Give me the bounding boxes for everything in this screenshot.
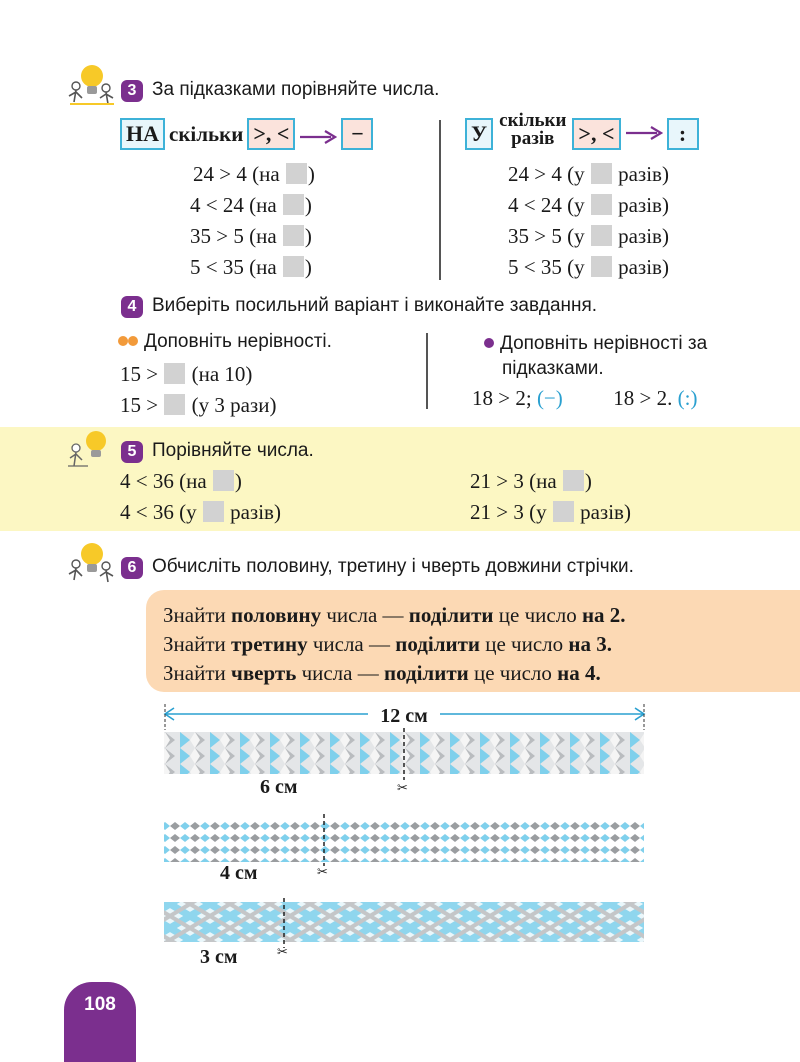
expression: 4 < 36 (у: [120, 500, 197, 524]
task-6-number: 6: [121, 557, 143, 579]
task-5-row: [120, 500, 281, 525]
task-3-number: 3: [121, 80, 143, 102]
task-5-row: [470, 500, 631, 525]
arrow-right-icon: [299, 130, 337, 144]
arrow-right-icon: [625, 126, 663, 140]
rule-bold: на 2.: [581, 603, 626, 627]
rule-bold: поділити: [395, 632, 480, 656]
close-paren: ): [304, 255, 312, 279]
expression: 4 < 36 (на: [120, 469, 207, 493]
scissors-icon: ✂: [397, 781, 408, 796]
expression: 15 >: [120, 362, 159, 386]
rule-bold: на 3.: [568, 632, 613, 656]
ribbon-3: [164, 902, 644, 942]
tail: ): [584, 469, 592, 493]
answer-box[interactable]: [164, 394, 185, 415]
rule-bold: поділити: [383, 661, 469, 685]
na-box: НА: [120, 118, 165, 150]
skilky-word: скільки: [499, 110, 567, 131]
rule-text: це число: [480, 632, 569, 656]
task-4-left-title: [118, 331, 332, 353]
task-4-left-row: [120, 362, 252, 387]
expression: 5 < 35 (у: [508, 255, 585, 279]
two-dots-icon: [118, 336, 128, 346]
expression: 35 > 5 (на: [190, 224, 277, 248]
answer-box[interactable]: [591, 256, 612, 277]
ribbon-2-label: 4 см: [220, 862, 258, 884]
answer-box[interactable]: [283, 256, 304, 277]
hint: (у 3 рази): [191, 393, 277, 417]
task-3-right-row: [508, 224, 669, 249]
page-number: 108: [84, 994, 116, 1015]
task-4-number: 4: [121, 296, 143, 318]
raziv-word: разів: [511, 128, 555, 149]
task-3-left-row: [190, 255, 312, 280]
right-instruction-line-1: Доповніть нерівності за: [500, 333, 708, 354]
expression: 4 < 24 (на: [190, 193, 277, 217]
raziv-tail: разів): [618, 224, 669, 248]
answer-box[interactable]: [591, 225, 612, 246]
divide-box: :: [667, 118, 699, 150]
rule-bold: половину: [230, 603, 322, 627]
one-dot-icon: [484, 338, 494, 348]
answer-box[interactable]: [213, 470, 234, 491]
compare-signs-box: >, <: [247, 118, 295, 150]
task-5-title: Порівняйте числа.: [152, 440, 314, 461]
answer-box[interactable]: [283, 225, 304, 246]
rule-text: це число: [468, 661, 558, 685]
minus-box: −: [341, 118, 373, 150]
task-4-title: Виберіть посильний варіант і виконайте завдання.: [152, 295, 598, 316]
answer-box[interactable]: [553, 501, 574, 522]
right-instruction-line-2: підказками.: [502, 358, 604, 379]
answer-box[interactable]: [591, 194, 612, 215]
minus-hint: (−): [536, 386, 563, 410]
rule-text: числа —: [321, 603, 409, 627]
expression: 35 > 5 (у: [508, 224, 585, 248]
expression: 15 >: [120, 393, 159, 417]
answer-box[interactable]: [286, 163, 307, 184]
task-3-right-row: [508, 162, 669, 187]
ribbons-illustration: [150, 700, 660, 970]
scissors-icon: ✂: [277, 945, 288, 960]
answer-box[interactable]: [203, 501, 224, 522]
answer-box[interactable]: [283, 194, 304, 215]
task-4-left-row: [120, 393, 276, 418]
task-4-right-examples: [472, 386, 697, 411]
task-5-row: [120, 469, 242, 494]
rule-text: Знайти: [163, 661, 231, 685]
rule-text: числа —: [296, 661, 384, 685]
ribbon-2: [164, 818, 644, 862]
skilky-label: скільки: [169, 122, 244, 146]
raziv-tail: разів): [618, 162, 669, 186]
example-1: 18 > 2;: [472, 386, 532, 410]
rule-line: [163, 601, 626, 629]
answer-box[interactable]: [591, 163, 612, 184]
task-3-right-row: [508, 255, 669, 280]
task-3-left-row: [190, 224, 312, 249]
idea-bulb-icon: [62, 62, 118, 106]
example-2: 18 > 2.: [613, 386, 673, 410]
task-3-right-header: [465, 112, 699, 150]
raziv-tail: разів): [618, 255, 669, 279]
tail: разів): [580, 500, 631, 524]
answer-box[interactable]: [563, 470, 584, 491]
task-6-title: Обчисліть половину, третину і чверть довжини стрічки.: [152, 556, 634, 577]
idea-bulb-icon: [62, 540, 118, 584]
divide-hint: (:): [677, 386, 698, 410]
scissors-icon: ✂: [317, 865, 328, 880]
rule-text: числа —: [307, 632, 396, 656]
close-paren: ): [307, 162, 315, 186]
task-5-row: [470, 469, 592, 494]
raziv-tail: разів): [618, 193, 669, 217]
rule-bold: чверть: [230, 661, 297, 685]
task-3-divider: [439, 120, 441, 280]
task-5-number: 5: [121, 441, 143, 463]
rule-text: Знайти: [163, 632, 231, 656]
compare-signs-box-right: >, <: [572, 118, 620, 150]
task-4-right-title: [484, 331, 707, 381]
task-3-right-row: [508, 193, 669, 218]
expression: 21 > 3 (на: [470, 469, 557, 493]
tail: ): [234, 469, 242, 493]
total-length-label: 12 см: [380, 705, 428, 727]
expression: 24 > 4 (у: [508, 162, 585, 186]
ribbon-3-label: 3 см: [200, 946, 238, 968]
hint: (на 10): [191, 362, 253, 386]
close-paren: ): [304, 224, 312, 248]
task-4-divider: [426, 333, 428, 409]
answer-box[interactable]: [164, 363, 185, 384]
task-3-left-row: [193, 162, 315, 187]
rule-bold: поділити: [408, 603, 494, 627]
close-paren: ): [304, 193, 312, 217]
task-3-left-row: [190, 193, 312, 218]
u-box: У: [465, 118, 493, 150]
idea-bulb-icon: [64, 428, 118, 470]
rule-text: це число: [493, 603, 582, 627]
two-dots-icon-2: [128, 336, 138, 346]
expression: 21 > 3 (у: [470, 500, 547, 524]
rule-bold: третину: [230, 632, 308, 656]
left-instruction: Доповніть нерівності.: [144, 331, 332, 352]
task-3-left-header: [120, 118, 373, 150]
skilky-raziv-label: [499, 112, 566, 148]
expression: 4 < 24 (у: [508, 193, 585, 217]
expression: 5 < 35 (на: [190, 255, 277, 279]
rule-text: Знайти: [163, 603, 231, 627]
expression: 24 > 4 (на: [193, 162, 280, 186]
ribbon-1-label: 6 см: [260, 776, 298, 798]
rule-line: [163, 659, 601, 687]
rule-bold: на 4.: [557, 661, 601, 685]
tail: разів): [230, 500, 281, 524]
rule-line: [163, 630, 612, 658]
task-3-title: За підказками порівняйте числа.: [152, 79, 440, 100]
